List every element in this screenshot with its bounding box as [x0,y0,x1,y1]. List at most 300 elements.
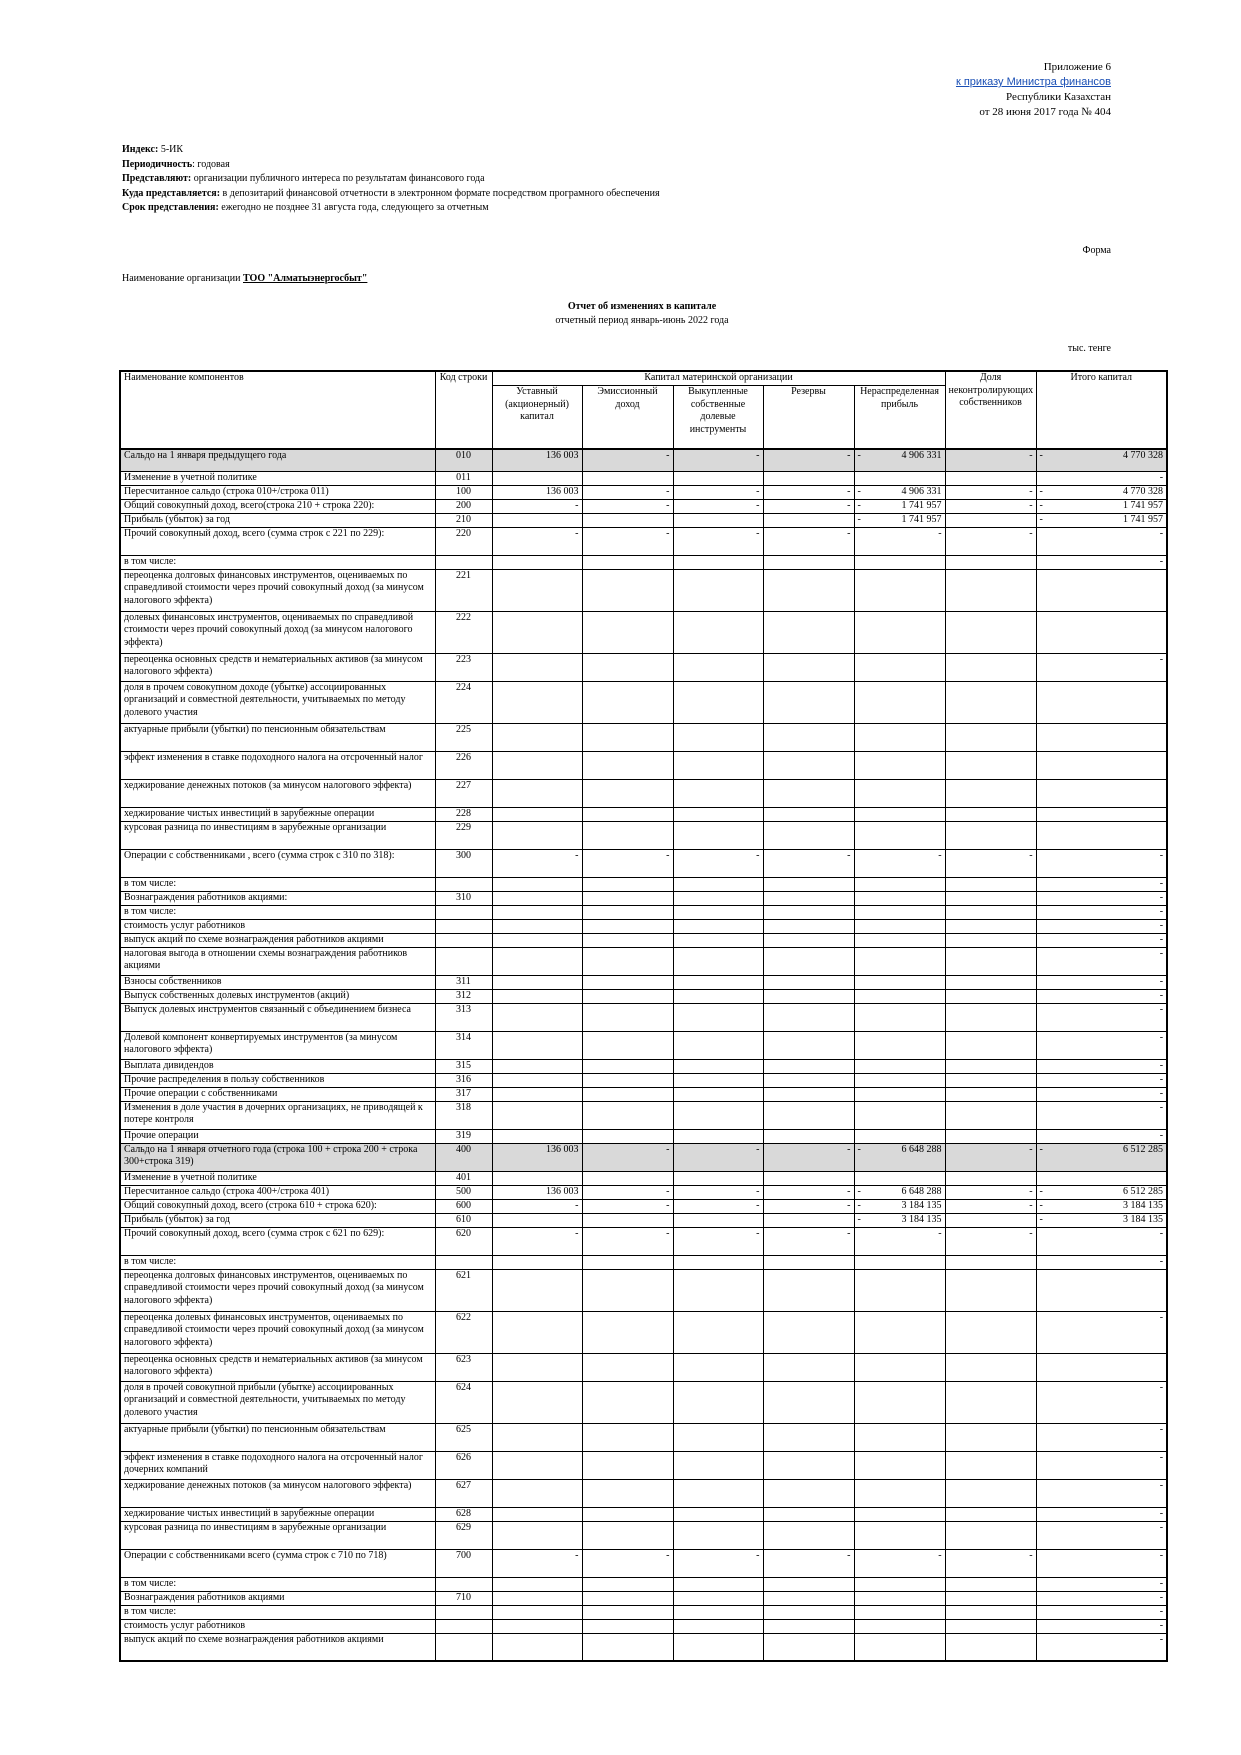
total-value: 1 741 957 [1123,499,1164,511]
cell-nci: - [945,449,1036,471]
cell-share-capital [492,1003,582,1031]
total-value: - [1159,1227,1164,1239]
cell-share-premium [582,905,673,919]
cell-total [1036,499,1167,513]
cell-total [1036,1213,1167,1227]
cell-total [1036,1101,1167,1129]
appendix-line-4: от 28 июня 2017 года № 404 [979,106,1111,118]
cell-reserves [763,891,854,905]
cell-total [1036,1353,1167,1381]
cell-nci [945,947,1036,975]
row-code: 621 [435,1269,492,1311]
row-code: 627 [435,1479,492,1507]
cell-reserves: - [763,1143,854,1171]
row-name: стоимость услуг работников [120,919,435,933]
retained-value: 6 648 288 [901,1185,942,1197]
cell-retained-earnings [854,1591,945,1605]
cell-nci [945,989,1036,1003]
retained-value: - [938,849,942,861]
cell-retained-earnings [854,877,945,891]
report-title: Отчет об изменениях в капитале [567,301,717,312]
cell-share-premium [582,1619,673,1633]
cell-share-premium [582,653,673,681]
row-name: Прочие операции с собственниками [120,1087,435,1101]
table-row [120,1087,1167,1101]
cell-nci [945,933,1036,947]
cell-retained-earnings [854,1213,945,1227]
row-code: 625 [435,1423,492,1451]
cell-share-premium [582,513,673,527]
cell-nci [945,919,1036,933]
row-name: доля в прочей совокупной прибыли (убытке) ассоциированных организаций и совместной деятельности, учитываемых по методу долевого участия [120,1381,435,1423]
cell-total [1036,807,1167,821]
cell-share-capital [492,933,582,947]
cell-share-premium [582,1605,673,1619]
table-row [120,1031,1167,1059]
table-row [120,1549,1167,1577]
cell-nci: - [945,849,1036,877]
cell-nci [945,1171,1036,1185]
cell-total [1036,653,1167,681]
cell-reserves [763,723,854,751]
table-row [120,1129,1167,1143]
cell-share-capital [492,779,582,807]
cell-share-premium [582,1087,673,1101]
cell-nci [945,471,1036,485]
cell-retained-earnings [854,975,945,989]
cell-nci [945,1129,1036,1143]
row-name: в том числе: [120,1255,435,1269]
cell-share-premium [582,891,673,905]
row-name: хеджирование чистых инвестиций в зарубежные операции [120,1507,435,1521]
cell-treasury [673,821,763,849]
table-row [120,849,1167,877]
cell-total [1036,1605,1167,1619]
cell-total [1036,513,1167,527]
cell-nci [945,513,1036,527]
row-name: переоценка долговых финансовых инструментов, оцениваемых по справедливой стоимости через прочий совокупный доход (за минусом налогового эффекта) [120,569,435,611]
cell-nci [945,821,1036,849]
table-row [120,947,1167,975]
cell-share-capital [492,821,582,849]
cell-nci: - [945,1227,1036,1255]
cell-treasury [673,933,763,947]
cell-share-capital [492,891,582,905]
table-row [120,611,1167,653]
row-code: 227 [435,779,492,807]
cell-nci [945,1507,1036,1521]
row-code [435,905,492,919]
cell-total [1036,1059,1167,1073]
table-row [120,499,1167,513]
row-name: доля в прочем совокупном доходе (убытке) ассоциированных организаций и совместной деятельности, учитываемых по методу долевого участия [120,681,435,723]
cell-reserves [763,471,854,485]
cell-share-premium [582,1311,673,1353]
cell-share-capital [492,681,582,723]
cell-treasury [673,1507,763,1521]
cell-reserves [763,1521,854,1549]
cell-retained-earnings [854,1101,945,1129]
cell-share-capital: - [492,1199,582,1213]
cell-retained-earnings [854,1269,945,1311]
cell-share-capital [492,1087,582,1101]
cell-treasury: - [673,1185,763,1199]
meta-deadline: Срок представления: ежегодно не позднее 31 августа года, следующего за отчетным [122,202,489,213]
cell-share-premium [582,1255,673,1269]
total-value: - [1159,947,1164,959]
cell-nci [945,1059,1036,1073]
cell-reserves [763,989,854,1003]
cell-nci [945,1479,1036,1507]
cell-nci [945,1003,1036,1031]
cell-total [1036,1633,1167,1661]
cell-total [1036,723,1167,751]
cell-share-capital: 136 003 [492,449,582,471]
row-name: переоценка долговых финансовых инструментов, оцениваемых по справедливой стоимости через прочий совокупный доход (за минусом налогового эффекта) [120,1269,435,1311]
total-value: 3 184 135 [1123,1213,1164,1225]
table-row [120,653,1167,681]
cell-retained-earnings [854,1577,945,1591]
cell-retained-earnings [854,1031,945,1059]
table-row [120,1353,1167,1381]
table-row [120,449,1167,471]
row-code: 629 [435,1521,492,1549]
row-name: переоценка основных средств и нематериальных активов (за минусом налогового эффекта) [120,1353,435,1381]
row-name: в том числе: [120,555,435,569]
row-name: налоговая выгода в отношении схемы вознаграждения работников акциями [120,947,435,975]
row-code [435,1619,492,1633]
row-name: в том числе: [120,905,435,919]
organization-line [122,273,367,284]
form-meta [122,143,682,216]
cell-share-capital [492,513,582,527]
row-code: 011 [435,471,492,485]
cell-share-capital [492,1451,582,1479]
row-code: 100 [435,485,492,499]
table-row [120,1451,1167,1479]
cell-total [1036,1185,1167,1199]
cell-share-capital [492,807,582,821]
cell-nci [945,681,1036,723]
appendix-order-link[interactable]: к приказу Министра финансов [955,76,1111,88]
meta-periodicity: Периодичность: годовая [122,158,230,170]
cell-nci: - [945,1143,1036,1171]
cell-treasury [673,1577,763,1591]
cell-reserves: - [763,1227,854,1255]
cell-share-premium [582,555,673,569]
table-row [120,1479,1167,1507]
cell-total [1036,877,1167,891]
cell-reserves: - [763,449,854,471]
cell-retained-earnings [854,513,945,527]
cell-share-premium [582,1059,673,1073]
row-code [435,555,492,569]
cell-treasury: - [673,449,763,471]
cell-share-premium [582,1521,673,1549]
cell-nci [945,877,1036,891]
table-row [120,485,1167,499]
row-name: Выпуск долевых инструментов связанный с объединением бизнеса [120,1003,435,1031]
row-code: 226 [435,751,492,779]
row-code [435,1577,492,1591]
cell-share-premium: - [582,449,673,471]
cell-share-capital: 136 003 [492,1185,582,1199]
cell-share-premium [582,1577,673,1591]
cell-reserves [763,919,854,933]
cell-share-premium [582,681,673,723]
cell-retained-earnings [854,849,945,877]
appendix-block [691,60,1111,120]
table-row [120,975,1167,989]
cell-treasury [673,1479,763,1507]
cell-share-capital [492,751,582,779]
table-row [120,807,1167,821]
cell-retained-earnings [854,1619,945,1633]
cell-treasury: - [673,1227,763,1255]
cell-treasury: - [673,1143,763,1171]
cell-share-premium [582,947,673,975]
row-code: 319 [435,1129,492,1143]
cell-treasury [673,513,763,527]
cell-retained-earnings [854,1129,945,1143]
cell-share-capital: - [492,849,582,877]
retained-prefix: - [857,1185,861,1197]
row-name: Операции с собственниками всего (сумма строк с 710 по 718) [120,1549,435,1577]
cell-reserves [763,555,854,569]
row-name: в том числе: [120,1605,435,1619]
cell-share-premium: - [582,1185,673,1199]
retained-prefix: - [857,1143,861,1155]
cell-total [1036,1199,1167,1213]
total-value: - [1159,1521,1164,1533]
cell-share-capital [492,471,582,485]
cell-nci [945,1451,1036,1479]
table-row [120,681,1167,723]
table-row [120,1591,1167,1605]
cell-retained-earnings [854,1521,945,1549]
cell-treasury [673,1311,763,1353]
cell-reserves: - [763,485,854,499]
cell-retained-earnings [854,1605,945,1619]
cell-share-premium [582,569,673,611]
cell-total [1036,1549,1167,1577]
cell-treasury [673,723,763,751]
cell-share-capital [492,1423,582,1451]
cell-nci [945,1353,1036,1381]
cell-treasury [673,653,763,681]
row-name: переоценка долевых финансовых инструментов, оцениваемых по справедливой стоимости через прочий совокупный доход (за минусом налогового эффекта) [120,1311,435,1353]
cell-retained-earnings [854,1549,945,1577]
cell-retained-earnings [854,919,945,933]
cell-retained-earnings [854,751,945,779]
cell-nci [945,653,1036,681]
cell-reserves [763,877,854,891]
total-value: - [1159,1073,1164,1085]
cell-reserves [763,1479,854,1507]
header-reserves: Резервы [763,386,854,450]
row-name: Общий совокупный доход, всего(строка 210 + строка 220): [120,499,435,513]
cell-share-premium [582,1479,673,1507]
cell-share-capital [492,1633,582,1661]
row-name: Пересчитанное сальдо (строка 400+/строка 401) [120,1185,435,1199]
total-value: - [1159,1549,1164,1561]
row-code: 620 [435,1227,492,1255]
cell-share-premium [582,1073,673,1087]
retained-prefix: - [857,513,861,525]
cell-share-premium [582,751,673,779]
cell-retained-earnings [854,1633,945,1661]
cell-share-premium [582,1171,673,1185]
row-name: Прибыль (убыток) за год [120,513,435,527]
cell-treasury [673,1451,763,1479]
cell-reserves [763,1633,854,1661]
header-code: Код строки [435,371,492,449]
cell-reserves: - [763,1199,854,1213]
table-body [120,449,1167,1661]
row-code: 318 [435,1101,492,1129]
cell-total [1036,1381,1167,1423]
cell-treasury [673,1213,763,1227]
row-name: Прочий совокупный доход, всего (сумма строк с 621 по 629): [120,1227,435,1255]
cell-reserves [763,1605,854,1619]
cell-total [1036,751,1167,779]
cell-share-premium [582,1213,673,1227]
table-row [120,751,1167,779]
cell-share-capital: 136 003 [492,1143,582,1171]
header-treasury-shares: Выкупленные собственные долевые инструменты [673,386,763,450]
cell-share-premium [582,1591,673,1605]
cell-share-capital [492,555,582,569]
row-name: эффект изменения в ставке подоходного налога на отсроченный налог [120,751,435,779]
cell-reserves [763,681,854,723]
cell-total [1036,1451,1167,1479]
cell-total [1036,779,1167,807]
cell-treasury: - [673,1199,763,1213]
total-value: - [1159,1087,1164,1099]
cell-share-capital [492,877,582,891]
header-share-capital: Уставный (акционерный) капитал [492,386,582,450]
row-code [435,877,492,891]
cell-treasury [673,681,763,723]
header-nci: Доля неконтролирующих собственников [945,371,1036,449]
cell-share-premium [582,723,673,751]
table-row [120,1311,1167,1353]
retained-value: 6 648 288 [901,1143,942,1155]
cell-reserves [763,1269,854,1311]
cell-reserves [763,1591,854,1605]
cell-total [1036,1143,1167,1171]
cell-treasury [673,1591,763,1605]
cell-nci [945,751,1036,779]
total-value: - [1159,1479,1164,1491]
total-value: - [1159,1129,1164,1141]
row-code [435,947,492,975]
cell-nci: - [945,1185,1036,1199]
retained-value: - [938,1227,942,1239]
cell-reserves [763,821,854,849]
cell-treasury [673,1031,763,1059]
row-name: актуарные прибыли (убытки) по пенсионным обязательствам [120,1423,435,1451]
cell-share-premium: - [582,1549,673,1577]
row-code: 314 [435,1031,492,1059]
total-value: - [1159,1423,1164,1435]
row-name: Прочий совокупный доход, всего (сумма строк с 221 по 229): [120,527,435,555]
form-label: Форма [1082,245,1111,256]
cell-share-capital [492,1255,582,1269]
total-value: - [1159,1101,1164,1113]
row-name: хеджирование денежных потоков (за минусом налогового эффекта) [120,1479,435,1507]
cell-total [1036,1521,1167,1549]
row-name: Общий совокупный доход, всего (строка 610 + строка 620): [120,1199,435,1213]
cell-retained-earnings [854,1185,945,1199]
cell-share-capital: - [492,1227,582,1255]
cell-share-premium [582,933,673,947]
row-name: Вознаграждения работников акциями: [120,891,435,905]
cell-reserves [763,1381,854,1423]
header-name: Наименование компонентов [120,371,435,449]
currency-unit: тыс. тенге [1067,343,1111,354]
cell-retained-earnings [854,1059,945,1073]
cell-reserves [763,1059,854,1073]
cell-share-capital [492,905,582,919]
row-name: Изменение в учетной политике [120,1171,435,1185]
cell-nci [945,723,1036,751]
row-name: хеджирование чистых инвестиций в зарубежные операции [120,807,435,821]
cell-total [1036,1479,1167,1507]
cell-retained-earnings [854,1227,945,1255]
cell-treasury [673,1101,763,1129]
cell-treasury [673,1171,763,1185]
row-code: 700 [435,1549,492,1577]
cell-total [1036,1255,1167,1269]
cell-retained-earnings [854,1353,945,1381]
cell-treasury [673,1073,763,1087]
cell-reserves [763,947,854,975]
total-value: - [1159,471,1164,483]
cell-total [1036,1577,1167,1591]
cell-retained-earnings [854,1199,945,1213]
cell-reserves [763,1213,854,1227]
cell-reserves [763,1171,854,1185]
total-value: 3 184 135 [1123,1199,1164,1211]
cell-share-premium [582,807,673,821]
table-row [120,1381,1167,1423]
cell-nci [945,807,1036,821]
cell-total [1036,1003,1167,1031]
cell-treasury [673,1059,763,1073]
cell-share-capital [492,611,582,653]
table-row [120,1213,1167,1227]
cell-treasury [673,1003,763,1031]
cell-reserves [763,779,854,807]
cell-share-premium [582,1381,673,1423]
cell-share-premium [582,821,673,849]
total-value: - [1159,1381,1164,1393]
cell-nci: - [945,527,1036,555]
table-row [120,1199,1167,1213]
cell-share-premium [582,779,673,807]
cell-retained-earnings [854,821,945,849]
cell-nci [945,891,1036,905]
total-value: 4 770 328 [1123,450,1164,461]
cell-share-capital [492,1059,582,1073]
table-row [120,527,1167,555]
cell-retained-earnings [854,891,945,905]
cell-share-capital [492,1101,582,1129]
total-prefix: - [1039,1199,1043,1211]
meta-submitters: Представляют: организации публичного интереса по результатам финансового года [122,173,485,184]
cell-share-premium: - [582,1227,673,1255]
